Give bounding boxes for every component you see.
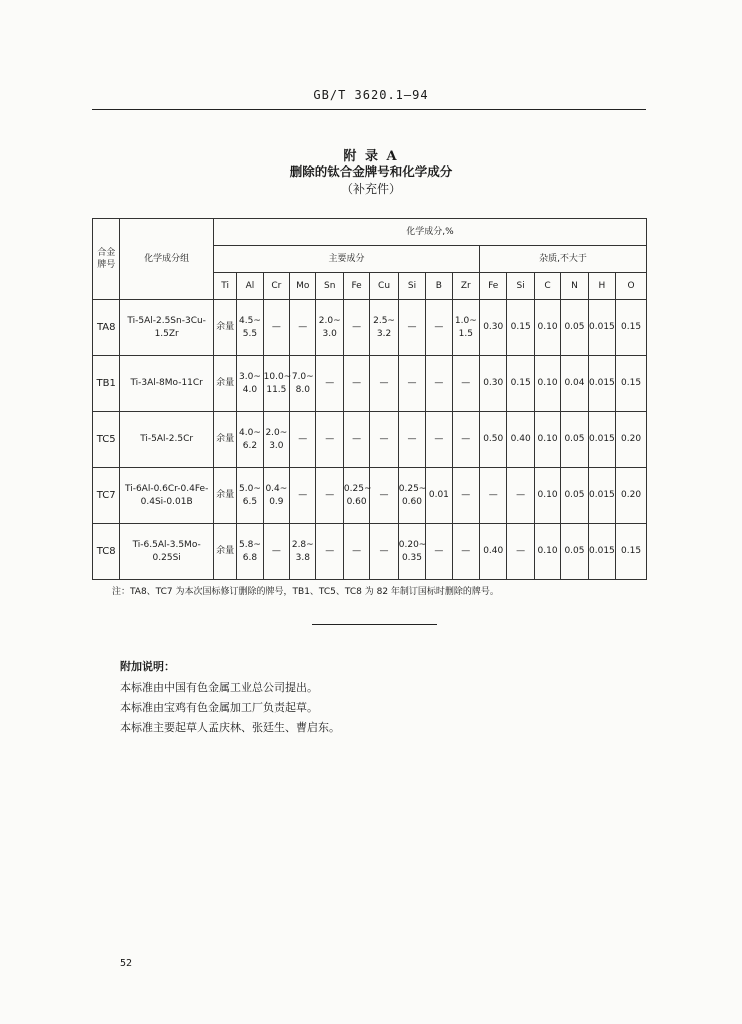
value-cell: —: [316, 468, 343, 524]
value-cell: —: [343, 524, 369, 580]
composition-cell: Ti-5Al-2.5Cr: [120, 412, 213, 468]
element-header: N: [561, 273, 588, 300]
value-cell: 0.20~ 0.35: [398, 524, 425, 580]
value-cell: 余量: [213, 468, 236, 524]
chemical-composition-table: [92, 218, 647, 580]
element-header: Al: [237, 273, 263, 300]
composition-cell: Ti-6Al-0.6Cr-0.4Fe-0.4Si-0.01B: [120, 468, 213, 524]
additional-note-line: 本标准主要起草人孟庆林、张廷生、曹启东。: [120, 721, 340, 734]
value-cell: 0.05: [561, 300, 588, 356]
value-cell: —: [316, 524, 343, 580]
table-footnote: 注：TA8、TC7 为本次国标修订删除的牌号，TB1、TC5、TC8 为 82 年制订国标时删除的牌号。: [112, 587, 499, 597]
value-cell: —: [426, 524, 452, 580]
element-header: Fe: [480, 273, 507, 300]
value-cell: 0.25~ 0.60: [398, 468, 425, 524]
value-cell: 10.0~ 11.5: [263, 356, 289, 412]
element-header: C: [534, 273, 560, 300]
header-main-components: 主要成分: [213, 246, 479, 273]
value-cell: 0.25~ 0.60: [343, 468, 369, 524]
value-cell: 0.10: [534, 300, 560, 356]
element-header: Ti: [213, 273, 236, 300]
value-cell: 0.15: [507, 356, 534, 412]
value-cell: —: [507, 468, 534, 524]
value-cell: 0.50: [480, 412, 507, 468]
table-row: [93, 468, 647, 524]
value-cell: —: [316, 412, 343, 468]
value-cell: 5.8~ 6.8: [237, 524, 263, 580]
value-cell: 2.0~ 3.0: [316, 300, 343, 356]
table-row: [93, 412, 647, 468]
value-cell: 0.015: [588, 524, 615, 580]
element-header: O: [616, 273, 647, 300]
value-cell: 0.15: [616, 300, 647, 356]
table-row: [93, 524, 647, 580]
value-cell: 0.30: [480, 300, 507, 356]
table-row: [93, 356, 647, 412]
standard-code-header: GB/T 3620.1—94: [313, 88, 429, 102]
grade-cell: TC5: [93, 412, 120, 468]
value-cell: 余量: [213, 412, 236, 468]
element-header: Cr: [263, 273, 289, 300]
value-cell: 0.015: [588, 412, 615, 468]
composition-cell: Ti-6.5Al-3.5Mo-0.25Si: [120, 524, 213, 580]
composition-cell: Ti-5Al-2.5Sn-3Cu-1.5Zr: [120, 300, 213, 356]
additional-notes-title: 附加说明：: [120, 660, 175, 673]
value-cell: —: [370, 356, 398, 412]
element-header: B: [426, 273, 452, 300]
annex-note: （补充件）: [340, 182, 401, 196]
grade-cell: TC7: [93, 468, 120, 524]
value-cell: 0.05: [561, 468, 588, 524]
value-cell: —: [398, 356, 425, 412]
value-cell: —: [426, 412, 452, 468]
value-cell: 余量: [213, 356, 236, 412]
value-cell: —: [370, 412, 398, 468]
additional-note-line: 本标准由中国有色金属工业总公司提出。: [120, 681, 318, 694]
value-cell: 0.10: [534, 356, 560, 412]
value-cell: —: [398, 300, 425, 356]
value-cell: —: [480, 468, 507, 524]
value-cell: 7.0~ 8.0: [290, 356, 316, 412]
value-cell: 0.40: [480, 524, 507, 580]
value-cell: 1.0~ 1.5: [452, 300, 479, 356]
chemical-composition-table-container: [92, 218, 647, 580]
value-cell: 2.5~ 3.2: [370, 300, 398, 356]
value-cell: 0.05: [561, 524, 588, 580]
value-cell: —: [343, 356, 369, 412]
value-cell: 0.015: [588, 300, 615, 356]
value-cell: 0.10: [534, 524, 560, 580]
grade-cell: TB1: [93, 356, 120, 412]
element-header: Fe: [343, 273, 369, 300]
value-cell: 2.8~ 3.8: [290, 524, 316, 580]
value-cell: —: [263, 300, 289, 356]
table-body: [93, 300, 647, 580]
grade-cell: TC8: [93, 524, 120, 580]
element-header: Zr: [452, 273, 479, 300]
value-cell: 0.4~ 0.9: [263, 468, 289, 524]
element-header: Cu: [370, 273, 398, 300]
header-chemical: 化学成分,%: [213, 219, 646, 246]
value-cell: 4.0~ 6.2: [237, 412, 263, 468]
value-cell: —: [370, 468, 398, 524]
value-cell: —: [426, 356, 452, 412]
element-header: Si: [398, 273, 425, 300]
composition-cell: Ti-3Al-8Mo-11Cr: [120, 356, 213, 412]
grade-cell: TA8: [93, 300, 120, 356]
value-cell: 0.05: [561, 412, 588, 468]
value-cell: —: [316, 356, 343, 412]
value-cell: 0.15: [616, 356, 647, 412]
annex-title: 附 录 A: [343, 149, 399, 164]
header-grade: 合金牌号: [93, 219, 120, 300]
value-cell: —: [263, 524, 289, 580]
element-header: Sn: [316, 273, 343, 300]
value-cell: 5.0~ 6.5: [237, 468, 263, 524]
value-cell: 0.015: [588, 356, 615, 412]
value-cell: 0.15: [616, 524, 647, 580]
value-cell: 0.04: [561, 356, 588, 412]
value-cell: —: [452, 468, 479, 524]
value-cell: —: [343, 412, 369, 468]
value-cell: 0.15: [507, 300, 534, 356]
end-rule: [312, 624, 437, 625]
header-rule: [92, 109, 646, 110]
annex-subtitle: 删除的钛合金牌号和化学成分: [289, 164, 453, 179]
value-cell: —: [452, 356, 479, 412]
value-cell: —: [507, 524, 534, 580]
value-cell: 余量: [213, 300, 236, 356]
value-cell: 0.20: [616, 468, 647, 524]
value-cell: 3.0~ 4.0: [237, 356, 263, 412]
value-cell: 0.10: [534, 412, 560, 468]
value-cell: 0.015: [588, 468, 615, 524]
additional-note-line: 本标准由宝鸡有色金属加工厂负责起草。: [120, 701, 318, 714]
value-cell: —: [290, 300, 316, 356]
page-number: 52: [120, 958, 133, 969]
value-cell: —: [452, 412, 479, 468]
header-composition: 化学成分组: [120, 219, 213, 300]
value-cell: 余量: [213, 524, 236, 580]
value-cell: 0.01: [426, 468, 452, 524]
element-header: Si: [507, 273, 534, 300]
value-cell: —: [343, 300, 369, 356]
value-cell: 0.20: [616, 412, 647, 468]
value-cell: —: [426, 300, 452, 356]
value-cell: —: [398, 412, 425, 468]
table-row: [93, 300, 647, 356]
value-cell: 2.0~ 3.0: [263, 412, 289, 468]
element-header: Mo: [290, 273, 316, 300]
value-cell: —: [452, 524, 479, 580]
value-cell: —: [290, 468, 316, 524]
header-impurities: 杂质,不大于: [480, 246, 647, 273]
value-cell: —: [290, 412, 316, 468]
element-header: H: [588, 273, 615, 300]
value-cell: 0.10: [534, 468, 560, 524]
value-cell: 4.5~ 5.5: [237, 300, 263, 356]
value-cell: —: [370, 524, 398, 580]
value-cell: 0.30: [480, 356, 507, 412]
value-cell: 0.40: [507, 412, 534, 468]
